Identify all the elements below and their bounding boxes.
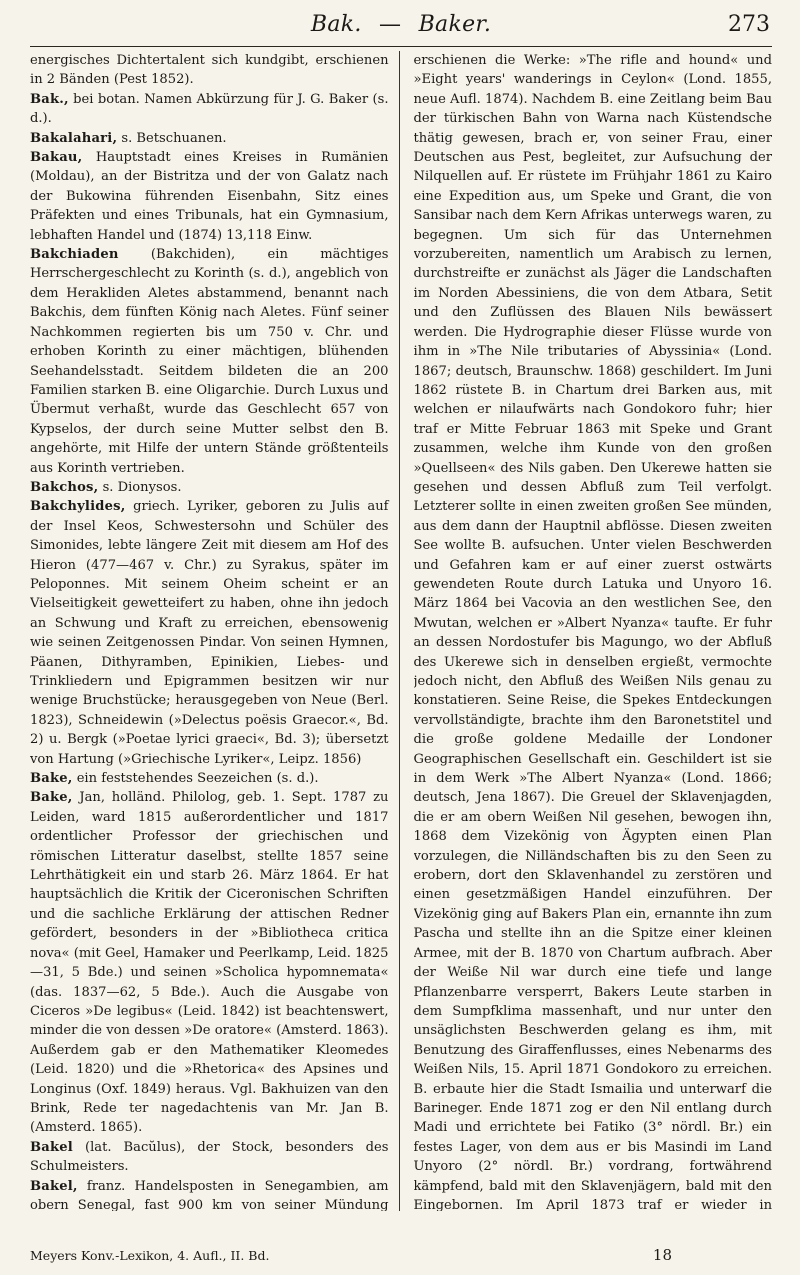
entry-headword: Bakel — [30, 1139, 73, 1155]
dictionary-entry — [30, 1138, 389, 1177]
dictionary-entry — [30, 769, 389, 788]
entry-text: Hauptstadt eines Kreises in Rumänien (Moldau), an der Bistritza und der von Galatz nach der Bukowina führenden Eisenbahn, Sitz eines Präfekten und eines Tribunals, hat ein Gymnasium, lebhaften Handel und (1874) 13,118 Einw. — [30, 150, 389, 243]
entry-text: ein feststehendes Seezeichen (s. d.). — [76, 771, 319, 787]
entry-headword: Bakchos, — [30, 479, 99, 495]
entry-headword: Bakel, — [30, 1178, 78, 1194]
entry-text: bei botan. Namen Abkürzung für J. G. Baker (s. d.). — [30, 91, 389, 127]
entry-text: griech. Lyriker, geboren zu Julis auf der Insel Keos, Schwestersohn und Schüler des Simonides, lebte längere Zeit mit diesem am Hof des Hieron (477—467 v. Chr.) zu Syrakus, später im Peloponnes. Mit seinem Oheim scheint er an Vielseitigkeit gewetteifert zu haben, ohne ihn jedoch an Schwung und Kraft zu erreichen, ebensowenig wie seinen Zeitgenossen Pindar. Von seinen Hymnen, Päanen, Dithyramben, Epinikien, Liebes- und Trinkliedern und Epigrammen besitzen wir nur wenige Bruchstücke; herausgegeben von Neue (Berl. 1823), Schneidewin (»Delectus poësis Graecor.«, Bd. 2) u. Bergk (»Poetae lyrici graeci«, Bd. 3); übersetzt von Hartung (»Griechische Lyriker«, Leipz. 1856) — [30, 499, 389, 767]
left-column — [30, 51, 400, 1211]
dictionary-entry — [30, 90, 389, 129]
entry-headword: Bak., — [30, 91, 69, 107]
entry-text: (Bakchiden), ein mächtiges Herrschergeschlecht zu Korinth (s. d.), angeblich von dem Herakliden Aletes abstammend, benannt nach Bakchis, dem fünften König nach Aletes. Fünf seiner Nachkommen regierten bis um 750 v. Chr. und erhoben Korinth zu einer mächtigen, blühenden Seehandelsstadt. Seitdem bildeten die an 200 Familien starken B. eine Oligarchie. Durch Luxus und Übermut verhaßt, wurde das Geschlecht 657 von Kypselos, der durch seine Mutter selbst den B. angehörte, mit Hilfe der untern Stände größtenteils aus Korinth vertrieben. — [30, 247, 389, 476]
footer-signature: Meyers Konv.-Lexikon, 4. Aufl., II. Bd. — [30, 1248, 270, 1263]
dictionary-entry — [414, 51, 773, 1211]
dictionary-entry — [30, 129, 389, 148]
entry-headword: Bake, — [30, 771, 73, 787]
dictionary-entry — [30, 51, 389, 90]
entry-text: franz. Handelsposten in Senegambien, am obern Senegal, fast 900 km von seiner Mündung — [30, 1178, 389, 1211]
dictionary-entry — [30, 245, 389, 478]
dictionary-entry — [30, 148, 389, 245]
header-title-right: Baker. — [418, 12, 492, 37]
entry-text: energisches Dichtertalent sich kundgibt, erschienen in 2 Bänden (Pest 1852). — [30, 53, 389, 88]
dictionary-entry — [30, 788, 389, 1137]
entry-headword: Bakau, — [30, 150, 83, 166]
entry-text: s. Betschuanen. — [121, 130, 227, 146]
dictionary-entry — [30, 478, 389, 497]
footer-sheet-number: 18 — [652, 1246, 672, 1264]
dictionary-entry — [30, 1177, 389, 1211]
right-column — [414, 51, 773, 1211]
page-footer — [30, 1246, 772, 1268]
entry-headword: Bake, — [30, 790, 73, 806]
entry-headword: Bakalahari, — [30, 130, 118, 146]
header-separator: — — [378, 12, 402, 37]
entry-text: s. Dionysos. — [102, 479, 182, 495]
running-header — [30, 0, 772, 47]
entry-headword: Bakchylides, — [30, 499, 126, 515]
page-number: 273 — [728, 12, 770, 37]
entry-text: (lat. Bacŭlus), der Stock, besonders des Schulmeisters. — [30, 1139, 389, 1175]
entry-text: Jan, holländ. Philolog, geb. 1. Sept. 1787 zu Leiden, ward 1815 außerordentlicher und 1817 ordentlicher Professor der griechischen und römischen Litteratur daselbst, stellte 1857 seine Lehrthätigkeit ein und starb 26. März 1864. Er hat hauptsächlich die Kritik der Ciceronischen Schriften und die sachliche Erklärung der attischen Redner gefördert, besonders in der »Bibliotheca critica nova« (mit Geel, Hamaker und Peerlkamp, Leid. 1825—31, 5 Bde.) und seinen »Scholica hypomnemata« (das. 1837—62, 5 Bde.). Auch die Ausgabe von Ciceros »De legibus« (Leid. 1842) ist beachtenswert, minder die von dessen »De oratore« (Amsterd. 1863). Außerdem gab er den Mathematiker Kleomedes (Leid. 1820) und die »Rhetorica« des Apsines und Longinus (Oxf. 1849) heraus. Vgl. Bakhuizen van den Brink, Rede ter nagedachtenis van Mr. Jan B. (Amsterd. 1865). — [30, 790, 389, 1136]
dictionary-entry — [30, 497, 389, 769]
header-title — [30, 12, 772, 37]
text-columns — [30, 51, 772, 1211]
entry-headword: Bakchiaden — [30, 247, 119, 263]
entry-text: erschienen die Werke: »The rifle and hound« und »Eight years' wanderings in Ceylon« (Lond. 1855, neue Aufl. 1874). Nachdem B. eine Zeitlang beim Bau der türkischen Bahn von Warna nach Küstendsche thätig gewesen, brach er, von seiner Frau, einer Deutschen aus Pest, begleitet, zur Aufsuchung der Nilquellen auf. Er rüstete im Frühjahr 1861 zu Kairo eine Expedition aus, um Speke und Grant, die von Sansibar nach dem Kern Afrikas unterwegs waren, zu begegnen. Um sich für das Unternehmen vorzubereiten, namentlich um Arabisch zu lernen, durchstreifte er zunächst als Jäger die Landschaften im Norden Abessiniens, die von dem Atbara, Setit und den Zuflüssen des Blauen Nils bewässert werden. Die Hydrographie dieser Flüsse wurde von ihm in »The Nile tributaries of Abyssinia« (Lond. 1867; deutsch, Braunschw. 1868) geschildert. Im Juni 1862 rüstete B. in Chartum drei Barken aus, mit welchen er nilaufwärts nach Gondokoro fuhr; hier traf er Mitte Februar 1863 mit Speke und Grant zusammen, welche ihm Kunde von den großen »Quellseen« des Nils gaben. Den Ukerewe hatten sie gesehen und dessen Abfluß zum Teil verfolgt. Letzterer sollte in einen zweiten großen See münden, aus dem dann der Hauptnil abflösse. Diesen zweiten See wollte B. aufsuchen. Unter vielen Beschwerden und Gefahren kam er auf einer zuerst ostwärts gewendeten Route durch Latuka und Unyoro 16. März 1864 bei Vacovia an den westlichen See, den Mwutan, welchen er »Albert Nyanza« taufte. Er fuhr an dessen Nordostufer bis Magungo, wo der Abfluß des Ukerewe sich in denselben ergießt, vermochte jedoch nicht, den Abfluß des Weißen Nils genau zu konstatieren. Seine Reise, die Spekes Entdeckungen vervollständigte, brachte ihm den Baronetstitel und die große goldene Medaille der Londoner Geographischen Gesellschaft ein. Geschildert ist sie in dem Werk »The Albert Nyanza« (Lond. 1866; deutsch, Jena 1867). Die Greuel der Sklavenjagden, die er am obern Weißen Nil gesehen, bewogen ihn, 1868 dem Vizekönig von Ägypten einen Plan vorzulegen, die Nilländschaften bis zu den Seen zu erobern, dort den Sklavenhandel zu zerstören und einen gesetzmäßigen Handel einzuführen. Der Vizekönig ging auf Bakers Plan ein, ernannte ihn zum Pascha und stellte ihn an die Spitze einer kleinen Armee, mit der B. 1870 von Chartum aufbrach. Aber der Weiße Nil war durch eine tiefe und lange Pflanzenbarre versperrt, Bakers Leute starben in dem Sumpfklima massenhaft, und nur unter den unsäglichsten Beschwerden gelang es ihm, mit Benutzung des Giraffenflusses, eines Nebenarms des Weißen Nils, 15. April 1871 Gondokoro zu erreichen. B. erbaute hier die Stadt Ismailia und unterwarf die Barineger. Ende 1871 zog er den Nil entlang durch Madi und errichtete bei Fatiko (3° nördl. Br.) ein festes Lager, von dem aus er bis Masindi im Land Unyoro (2° nördl. Br.) vordrang, fortwährend kämpfend, bald mit den Sklavenjägern, bald mit den Eingebornen. Im April 1873 traf er wieder in — [413, 53, 772, 1211]
header-title-left: Bak. — [310, 12, 362, 37]
